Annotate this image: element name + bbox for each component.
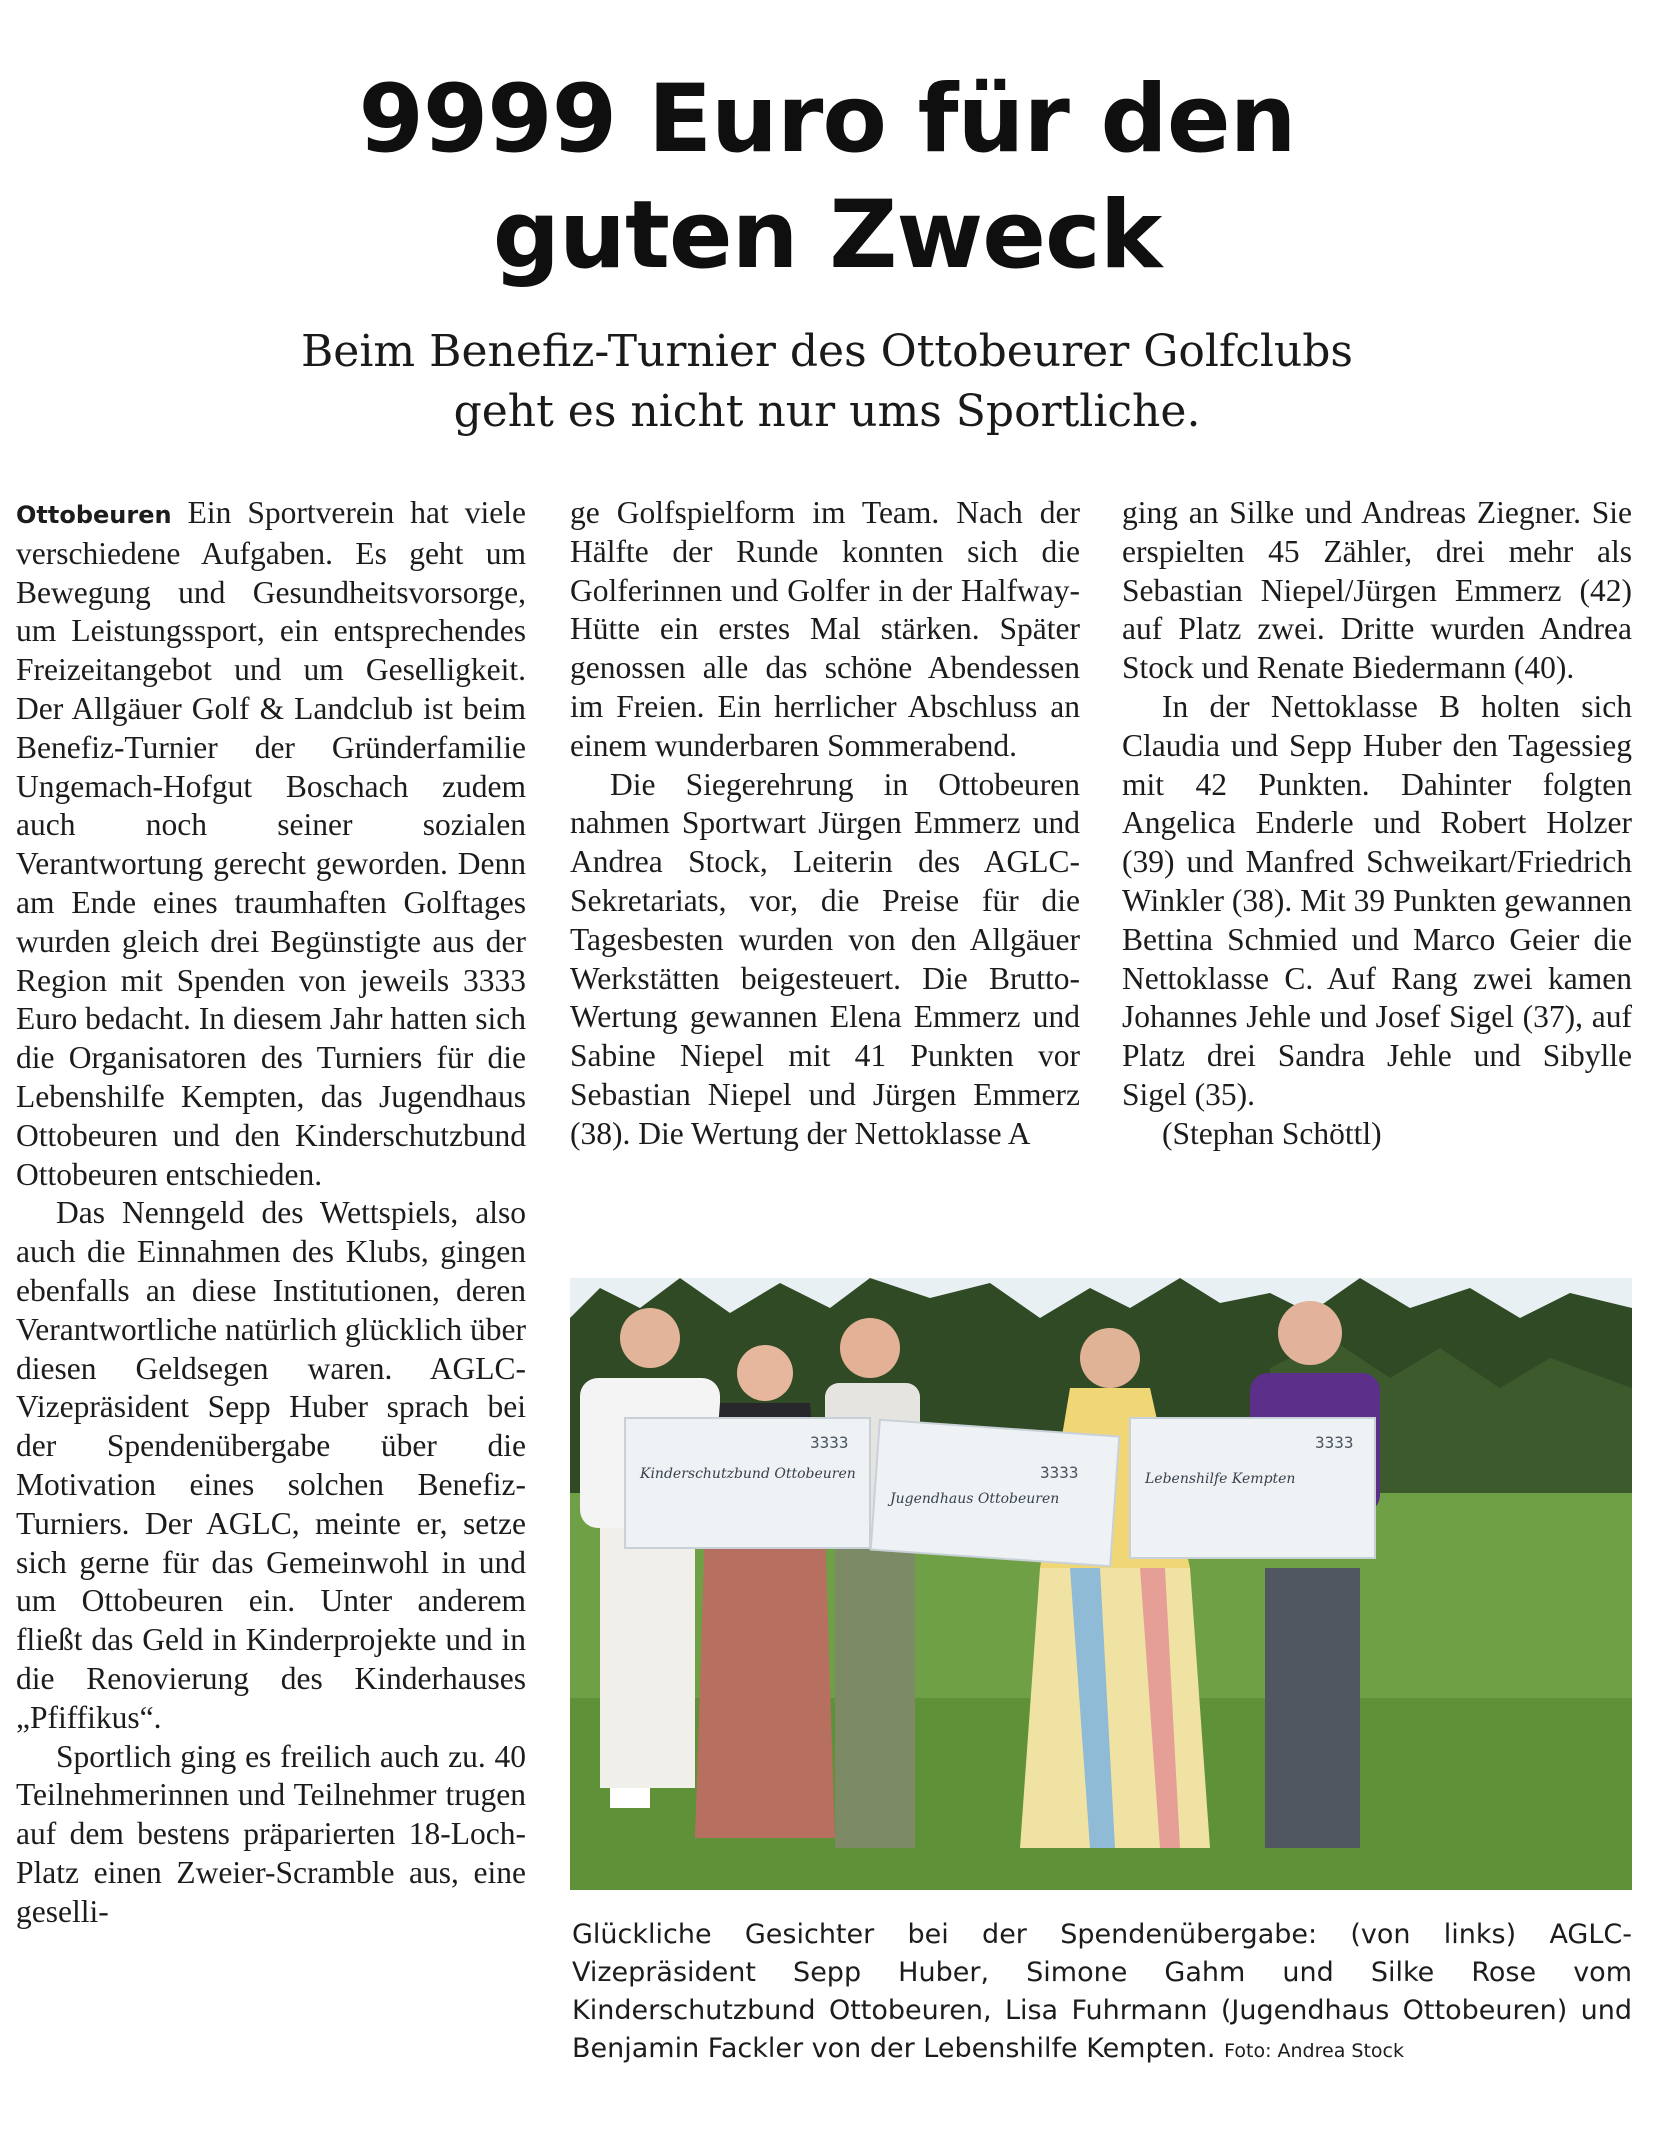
article-column-1: [16, 494, 526, 1931]
cheque-3-amount: 3333: [1315, 1433, 1354, 1452]
cheque-1-amount: 3333: [810, 1433, 849, 1452]
headline: [0, 62, 1654, 294]
subheadline: [0, 322, 1654, 442]
subheadline-line-1: Beim Benefiz-Turnier des Ottobeurer Golfclubs: [300, 326, 1354, 377]
person-3: [825, 1318, 920, 1848]
headline-line-2: guten Zweck: [492, 181, 1162, 290]
cheque-2: [871, 1420, 1119, 1566]
photo-credit: Foto: Andrea Stock: [1224, 2040, 1404, 2062]
article-paragraph: ging an Silke und Andreas Ziegner. Sie erspielten 45 Zähler, drei mehr als Sebastian Niepel/Jürgen Emmerz (42) auf Platz zwei. Dritte wurden Andrea Stock und Renate Biedermann (40).: [1122, 495, 1632, 686]
cheque-1-payee: Kinderschutzbund Ottobeuren: [640, 1466, 856, 1482]
headline-line-1: 9999 Euro für den: [358, 65, 1296, 174]
caption-text: Glückliche Gesichter bei der Spendenübergabe: (von links) AGLC-Vizepräsident Sepp Huber, Simone Gahm und Silke Rose vom Kinderschutzbund Ottobeuren, Lisa Fuhrmann (Jugendhaus Ottobeuren) und Benjamin Fackler von der Lebenshilfe Kempten.: [572, 1919, 1632, 2064]
article-photo: [570, 1278, 1632, 1890]
subheadline-line-2: geht es nicht nur ums Sportliche.: [453, 386, 1201, 437]
article-column-2: [570, 494, 1080, 1154]
dateline: Ottobeuren: [16, 501, 172, 529]
cheque-2-amount: 3333: [1040, 1463, 1079, 1482]
author-credit: (Stephan Schöttl): [1162, 1115, 1382, 1151]
article-paragraph: [16, 494, 526, 1194]
article-text: Ein Sportverein hat viele verschiedene Aufgaben. Es geht um Bewegung und Gesundheitsvorsorge, um Leistungssport, ein entsprechendes Freizeitangebot und um Geselligkeit. Der Allgäuer Golf & Landclub ist beim Benefiz-Turnier der Gründerfamilie Ungemach-Hofgut Boschach zudem auch noch seiner sozialen Verantwortung gerecht geworden. Denn am Ende eines traumhaften Golftages wurden gleich drei Begünstigte aus der Region mit Spenden von jeweils 3333 Euro bedacht. In diesem Jahr hatten sich die Organisatoren des Turniers für die Lebenshilfe Kempten, das Jugendhaus Ottobeuren und den Kinderschutzbund Ottobeuren entschieden.: [16, 495, 527, 1192]
photo-caption: [572, 1916, 1632, 2070]
article-column-3: [1122, 494, 1632, 1154]
cheque-1: [625, 1418, 870, 1548]
article-paragraph: ge Golfspielform im Team. Nach der Hälfte der Runde konnten sich die Golferinnen und Golfer in der Halfway-Hütte ein erstes Mal stärken. Später genossen alle das schöne Abendessen im Freien. Ein herrlicher Abschluss an einem wunderbaren Sommerabend.: [570, 495, 1080, 763]
cheque-3: [1130, 1418, 1375, 1558]
cheque-2-payee: Jugendhaus Ottobeuren: [890, 1491, 1060, 1507]
article-paragraph: Sportlich ging es freilich auch zu. 40 Teilnehmerinnen und Teilnehmer trugen auf dem bestens präparierten 18-Loch-Platz einen Zweier-Scramble aus, eine geselli-: [16, 1738, 526, 1929]
cheque-3-payee: Lebenshilfe Kempten: [1145, 1471, 1296, 1487]
article-paragraph: Das Nenngeld des Wettspiels, also auch die Einnahmen des Klubs, gingen ebenfalls an diese Institutionen, deren Verantwortliche natürlich glücklich über diesen Geldsegen waren. AGLC-Vizepräsident Sepp Huber sprach bei der Spendenübergabe über die Motivation eines solchen Benefiz-Turniers. Der AGLC, meinte er, setze sich gerne für das Gemeinwohl in und um Ottobeuren ein. Unter anderem fließt das Geld in Kinderprojekte und in die Renovierung des Kinderhauses „Pfiffikus“.: [16, 1195, 526, 1735]
photo-illustration: [570, 1278, 1632, 1890]
article-paragraph: In der Nettoklasse B holten sich Claudia und Sepp Huber den Tagessieg mit 42 Punkten. Dahinter folgten Angelica Enderle und Robert Holzer (39) und Manfred Schweikart/Friedrich Winkler (38). Mit 39 Punkten gewannen Bettina Schmied und Marco Geier die Nettoklasse C. Auf Rang zwei kamen Johannes Jehle und Josef Sigel (37), auf Platz drei Sandra Jehle und Sibylle Sigel (35).: [1122, 688, 1632, 1112]
article-paragraph: Die Siegerehrung in Ottobeuren nahmen Sportwart Jürgen Emmerz und Andrea Stock, Leiterin des AGLC-Sekretariats, vor, die Preise für die Tagesbesten wurden von den Allgäuer Werkstätten beigesteuert. Die Brutto-Wertung gewannen Elena Emmerz und Sabine Niepel mit 41 Punkten vor Sebastian Niepel und Jürgen Emmerz (38). Die Wertung der Nettoklasse A: [570, 766, 1080, 1151]
